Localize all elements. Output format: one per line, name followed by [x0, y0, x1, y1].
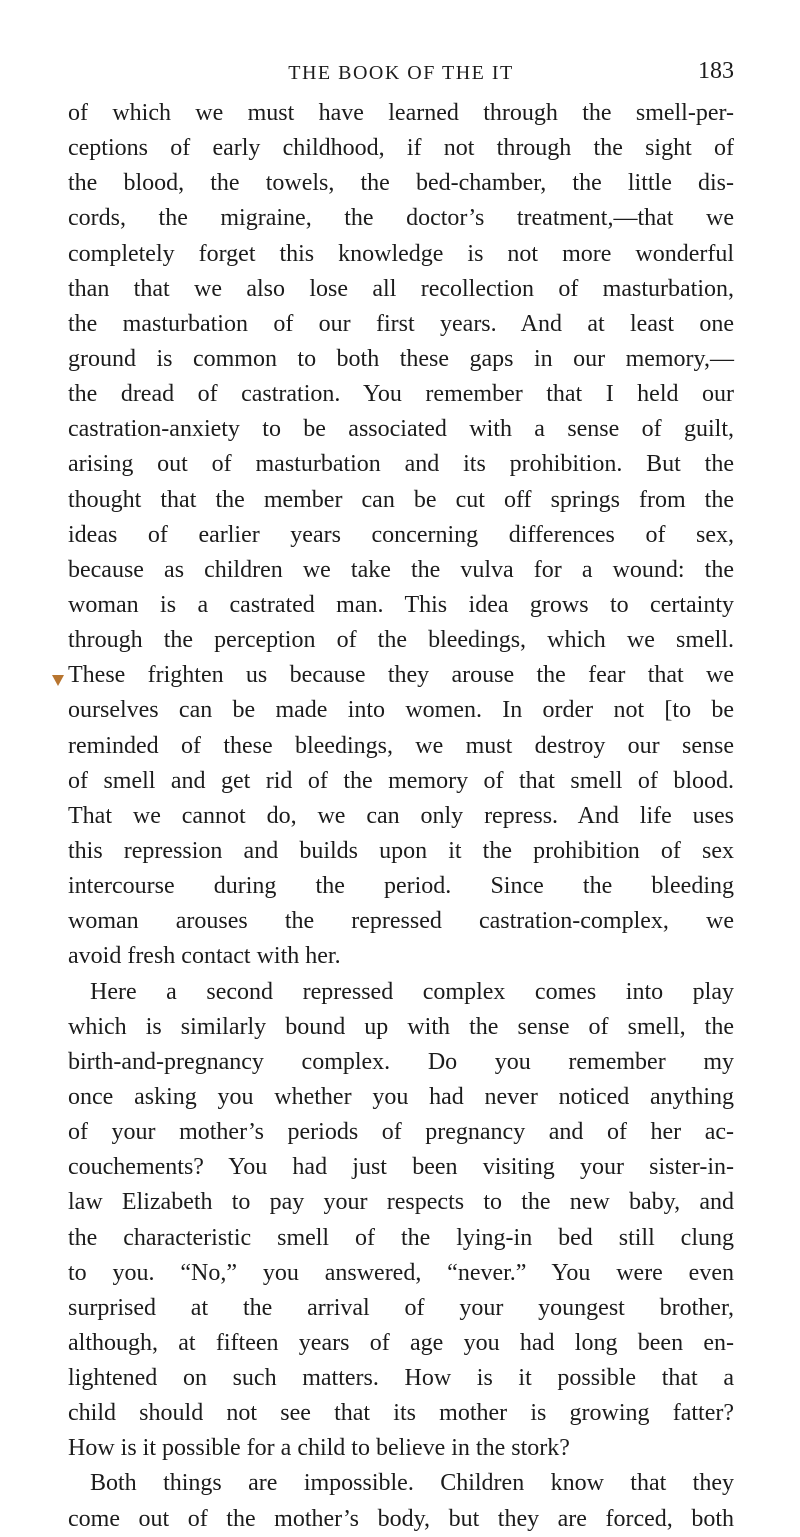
text-line: the dread of castration. You remember that I held our	[68, 381, 734, 408]
paragraph-end-line: How is it possible for a child to believe in the stork?	[68, 1435, 570, 1462]
text-line: woman is a castrated man. This idea grows to certainty	[68, 591, 734, 618]
page-number: 183	[698, 58, 734, 84]
text-line: ground is common to both these gaps in our memory,—	[68, 345, 734, 372]
running-title: THE BOOK OF THE IT	[288, 62, 514, 84]
margin-mark-icon	[52, 675, 64, 686]
text-line: lightened on such matters. How is it possible that a	[68, 1365, 734, 1392]
text-line: ceptions of early childhood, if not through the sight of	[68, 135, 734, 162]
text-line: once asking you whether you had never noticed anything	[68, 1083, 734, 1110]
text-line: ideas of earlier years concerning differences of sex,	[68, 521, 734, 548]
text-line: intercourse during the period. Since the bleeding	[68, 873, 734, 900]
text-line: thought that the member can be cut off springs from the	[68, 486, 734, 513]
text-line: completely forget this knowledge is not more wonderful	[68, 240, 734, 267]
text-line: birth-and-pregnancy complex. Do you remember my	[68, 1048, 734, 1075]
paragraph-start-line: Both things are impossible. Children know that they	[90, 1470, 734, 1497]
text-line: the blood, the towels, the bed-chamber, the little dis-	[68, 170, 734, 197]
text-line: come out of the mother’s body, but they are forced, both	[68, 1505, 734, 1532]
text-line: child should not see that its mother is growing fatter?	[68, 1400, 734, 1427]
paragraph-start-line: Here a second repressed complex comes into play	[90, 978, 734, 1005]
text-line: of which we must have learned through the smell-per-	[68, 100, 734, 126]
text-line: woman arouses the repressed castration-complex, we	[68, 908, 734, 935]
text-line: cords, the migraine, the doctor’s treatment,—that we	[68, 205, 734, 232]
text-line: of your mother’s periods of pregnancy and of her ac-	[68, 1119, 734, 1146]
text-line: to you. “No,” you answered, “never.” You were even	[68, 1259, 734, 1286]
text-line: the characteristic smell of the lying-in bed still clung	[68, 1224, 734, 1251]
text-line: surprised at the arrival of your youngest brother,	[68, 1294, 734, 1321]
text-line: castration-anxiety to be associated with a sense of guilt,	[68, 416, 734, 443]
text-line: because as children we take the vulva for a wound: the	[68, 556, 734, 583]
text-line: than that we also lose all recollection of masturbation,	[68, 275, 734, 302]
paragraph-end-line: avoid fresh contact with her.	[68, 943, 341, 970]
text-line: although, at fifteen years of age you had long been en-	[68, 1329, 734, 1356]
running-head	[68, 56, 734, 96]
text-line: of smell and get rid of the memory of that smell of blood.	[68, 767, 734, 794]
text-line: arising out of masturbation and its prohibition. But the	[68, 451, 734, 478]
text-line: law Elizabeth to pay your respects to the new baby, and	[68, 1189, 734, 1216]
text-line: ourselves can be made into women. In order not [to be	[68, 697, 734, 724]
text-line: That we cannot do, we can only repress. And life uses	[68, 802, 734, 829]
text-line: through the perception of the bleedings, which we smell.	[68, 627, 734, 654]
text-line: this repression and builds upon it the prohibition of sex	[68, 837, 734, 864]
body-text	[68, 96, 734, 1537]
text-line: which is similarly bound up with the sense of smell, the	[68, 1013, 734, 1040]
text-line: These frighten us because they arouse the fear that we	[68, 662, 734, 689]
text-line: reminded of these bleedings, we must destroy our sense	[68, 732, 734, 759]
text-line: the masturbation of our first years. And at least one	[68, 310, 734, 337]
text-line: couchements? You had just been visiting your sister-in-	[68, 1154, 734, 1181]
